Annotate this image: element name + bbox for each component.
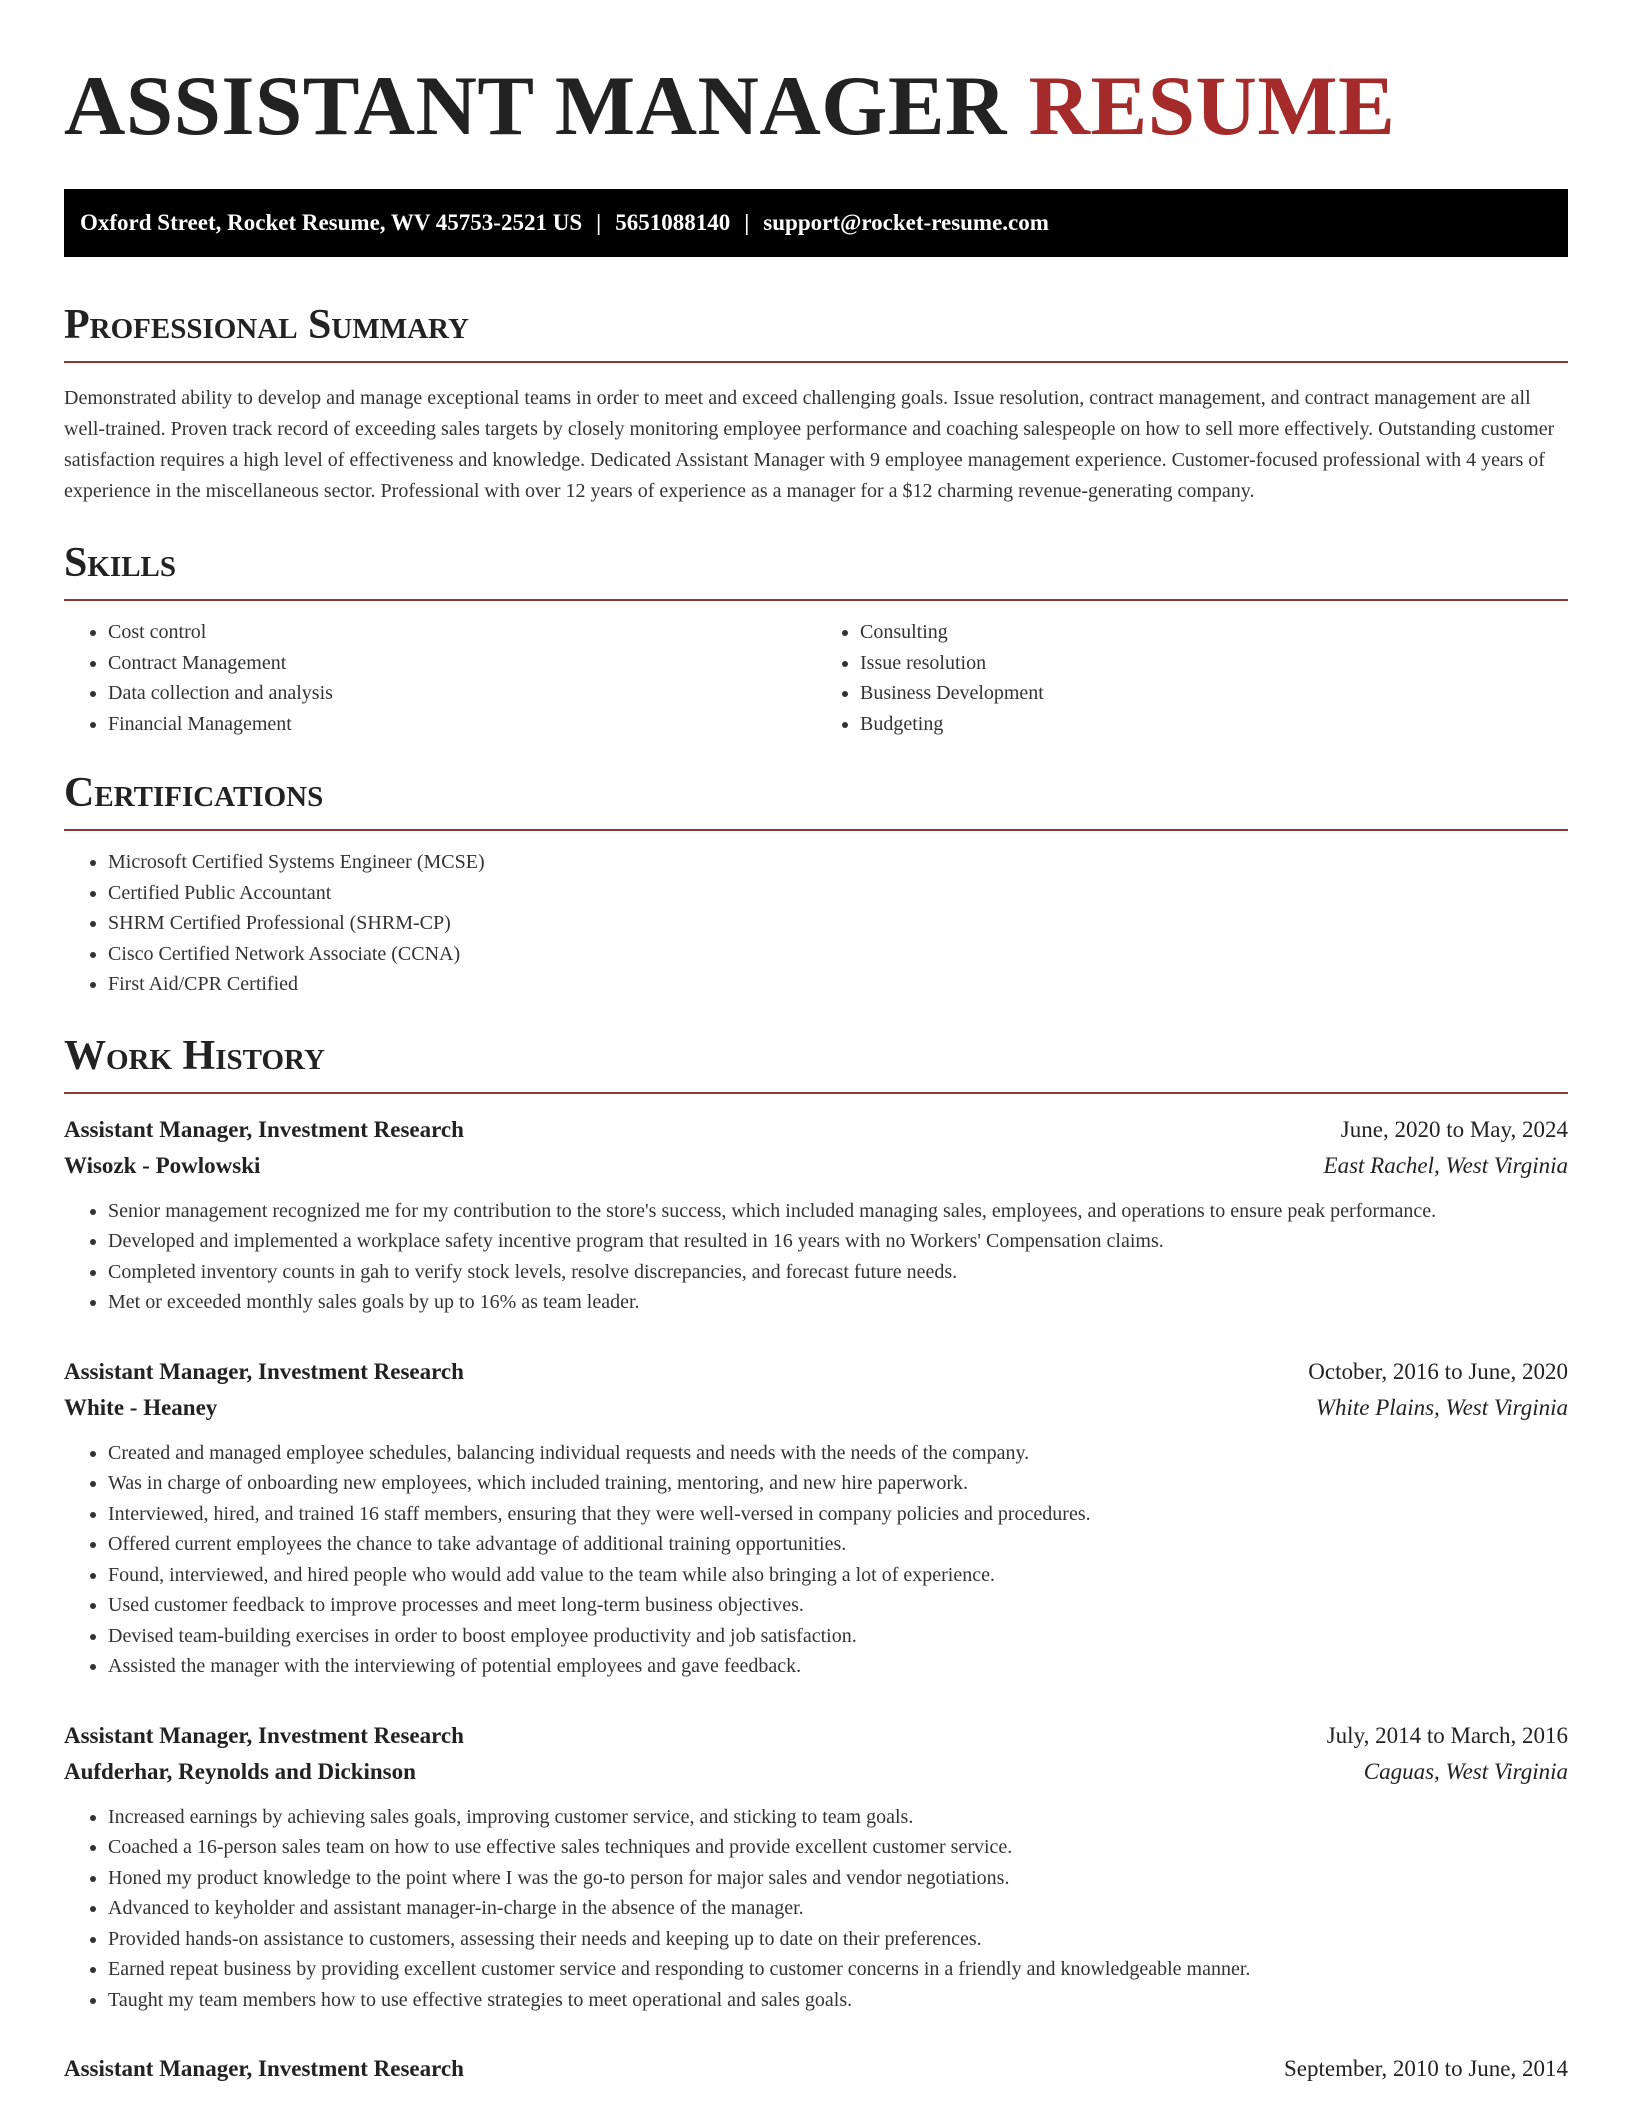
job-entry xyxy=(64,1718,1568,2016)
skills-list-left xyxy=(64,617,816,739)
job-bullet: • Honed my product knowledge to the point where I was the go-to person for major sales and vendor negotiations. xyxy=(108,1863,1568,1894)
resume-title xyxy=(64,0,1568,154)
job-bullet: • Developed and implemented a workplace safety incentive program that resulted in 16 years with no Workers' Compensation claims. xyxy=(108,1226,1568,1257)
job-bullets xyxy=(64,1196,1568,1318)
skill-item: • Consulting xyxy=(860,617,1568,648)
job-dates: October, 2016 to June, 2020 xyxy=(1308,1358,1568,1384)
job-bullet: • Met or exceeded monthly sales goals by up to 16% as team leader. xyxy=(108,1287,1568,1318)
certifications-list xyxy=(64,847,1568,1000)
job-bullet: • Completed inventory counts in gah to verify stock levels, resolve discrepancies, and forecast future needs. xyxy=(108,1257,1568,1288)
certification-item: • Certified Public Accountant xyxy=(108,878,1568,909)
job-bullet: • Found, interviewed, and hired people who would add value to the team while also bringing a lot of experience. xyxy=(108,1560,1568,1591)
job-header-row xyxy=(64,1354,1568,1390)
skills-grid xyxy=(64,617,1568,739)
job-dates: July, 2014 to March, 2016 xyxy=(1326,1722,1568,1748)
job-header-row xyxy=(64,2051,1568,2087)
job-location: Caguas, West Virginia xyxy=(1363,1758,1568,1784)
job-bullet: • Created and managed employee schedules, balancing individual requests and needs with the needs of the company. xyxy=(108,1438,1568,1469)
skill-item: • Cost control xyxy=(108,617,816,648)
job-company: White - Heaney xyxy=(64,1394,218,1420)
certification-item: • First Aid/CPR Certified xyxy=(108,969,1568,1000)
skills-heading: Skills xyxy=(64,539,1568,601)
certification-item: • SHRM Certified Professional (SHRM-CP) xyxy=(108,908,1568,939)
skill-item: • Issue resolution xyxy=(860,648,1568,679)
job-bullet: • Interviewed, hired, and trained 16 staff members, ensuring that they were well-versed in company policies and procedures. xyxy=(108,1499,1568,1530)
job-bullet: • Taught my team members how to use effective strategies to meet operational and sales goals. xyxy=(108,1985,1568,2016)
skill-item: • Business Development xyxy=(860,678,1568,709)
contact-address: Oxford Street, Rocket Resume, WV 45753-2521 US xyxy=(80,210,583,235)
job-bullet: • Used customer feedback to improve processes and meet long-term business objectives. xyxy=(108,1590,1568,1621)
job-location: East Rachel, West Virginia xyxy=(1323,1152,1568,1178)
certification-item: • Microsoft Certified Systems Engineer (MCSE) xyxy=(108,847,1568,878)
job-company-row xyxy=(64,1148,1568,1184)
job-title: Assistant Manager, Investment Research xyxy=(64,1358,464,1384)
job-bullet: • Earned repeat business by providing excellent customer service and responding to customer concerns in a friendly and knowledgeable manner. xyxy=(108,1954,1568,1985)
title-accent: RESUME xyxy=(1028,59,1396,153)
job-company-row xyxy=(64,1754,1568,1790)
job-company: Wisozk - Powlowski xyxy=(64,1152,261,1178)
job-bullet: • Was in charge of onboarding new employees, which included training, mentoring, and new hire paperwork. xyxy=(108,1468,1568,1499)
job-bullet: • Provided hands-on assistance to customers, assessing their needs and keeping up to date on their preferences. xyxy=(108,1924,1568,1955)
certifications-heading: Certifications xyxy=(64,769,1568,831)
title-main: ASSISTANT MANAGER xyxy=(64,59,1007,153)
contact-phone: 5651088140 xyxy=(615,210,731,235)
job-bullet: • Advanced to keyholder and assistant manager-in-charge in the absence of the manager. xyxy=(108,1893,1568,1924)
skill-item: • Contract Management xyxy=(108,648,816,679)
contact-bar xyxy=(64,189,1568,257)
certification-item: • Cisco Certified Network Associate (CCNA) xyxy=(108,939,1568,970)
skill-item: • Data collection and analysis xyxy=(108,678,816,709)
job-bullets xyxy=(64,1802,1568,2016)
job-company: Aufderhar, Reynolds and Dickinson xyxy=(64,1758,416,1784)
job-bullet: • Offered current employees the chance to take advantage of additional training opportunities. xyxy=(108,1529,1568,1560)
job-bullet: • Senior management recognized me for my contribution to the store's success, which included managing sales, employees, and operations to ensure peak performance. xyxy=(108,1196,1568,1227)
job-title: Assistant Manager, Investment Research xyxy=(64,1722,464,1748)
skill-item: • Financial Management xyxy=(108,709,816,740)
job-location: White Plains, West Virginia xyxy=(1315,1394,1568,1420)
summary-text: Demonstrated ability to develop and manage exceptional teams in order to meet and exceed challenging goals. Issue resolution, contract management, and contract management are all well-trained. Proven track record of exceeding sales targets by closely monitoring employee performance and coaching salespeople on how to sell more effectively. Outstanding customer satisfaction requires a high level of effectiveness and knowledge. Dedicated Assistant Manager with 9 employee management experience. Customer-focused professional with 4 years of experience in the miscellaneous sector. Professional with over 12 years of experience as a manager for a $12 charming revenue-generating company. xyxy=(64,387,1555,502)
work-history-heading: Work History xyxy=(64,1032,1568,1094)
skill-item: • Budgeting xyxy=(860,709,1568,740)
job-dates: September, 2010 to June, 2014 xyxy=(1284,2056,1568,2081)
job-bullet: • Devised team-building exercises in order to boost employee productivity and job satisfaction. xyxy=(108,1621,1568,1652)
job-dates: June, 2020 to May, 2024 xyxy=(1340,1116,1568,1142)
job-company-row xyxy=(64,1390,1568,1426)
contact-separator: | xyxy=(744,210,750,235)
job-bullet: • Assisted the manager with the interviewing of potential employees and gave feedback. xyxy=(108,1651,1568,1682)
skills-list-right xyxy=(816,617,1568,739)
job-bullet: • Increased earnings by achieving sales goals, improving customer service, and sticking to team goals. xyxy=(108,1802,1568,1833)
job-bullet: • Coached a 16-person sales team on how to use effective sales techniques and provide excellent customer service. xyxy=(108,1832,1568,1863)
summary-heading: Professional Summary xyxy=(64,301,1568,363)
contact-separator: | xyxy=(596,210,602,235)
job-bullets xyxy=(64,1438,1568,1682)
job-header-row xyxy=(64,1718,1568,1754)
job-entry xyxy=(64,2051,1568,2087)
contact-email: support@rocket-resume.com xyxy=(763,210,1049,235)
job-title: Assistant Manager, Investment Research xyxy=(64,1116,464,1142)
job-title: Assistant Manager, Investment Research xyxy=(64,2056,464,2081)
job-entry xyxy=(64,1112,1568,1318)
job-entry xyxy=(64,1354,1568,1682)
job-header-row xyxy=(64,1112,1568,1148)
